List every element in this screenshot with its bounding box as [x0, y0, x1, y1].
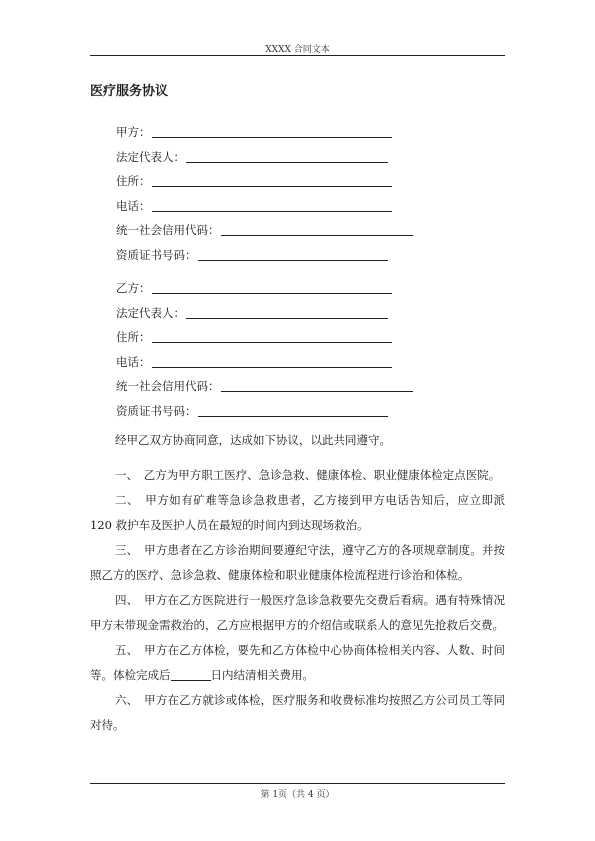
party-a-credit-code-row — [116, 221, 413, 246]
field-label: 电话： — [116, 354, 151, 369]
agreement-body — [90, 428, 505, 738]
field-label: 电话： — [116, 198, 151, 213]
clause-2: 二、 甲方如有矿难等急诊急救患者，乙方接到甲方电话告知后，应立即派120 救护车及医护人员在最短的时间内到达现场救治。 — [90, 493, 505, 532]
field-label: 法定代表人： — [116, 305, 185, 320]
field-label: 住所： — [116, 174, 151, 188]
party-a-license-row — [116, 246, 413, 271]
header-divider — [90, 55, 505, 56]
party-b-name-row — [116, 279, 413, 304]
fill-in-line[interactable] — [152, 123, 392, 138]
fill-in-line[interactable] — [152, 197, 392, 212]
party-a-fields — [116, 123, 413, 270]
fill-in-line[interactable] — [221, 377, 413, 392]
clause-3: 三、 甲方患者在乙方诊治期间要遵纪守法，遵守乙方的各项规章制度。并按照乙方的医疗、急诊急救、健康体检和职业健康体检流程进行诊治和体检。 — [90, 543, 505, 582]
fill-in-line[interactable] — [186, 148, 388, 163]
party-a-representative-row — [116, 148, 413, 173]
clause-5 — [90, 638, 505, 688]
days-blank[interactable] — [171, 668, 211, 681]
footer-divider — [90, 783, 505, 784]
field-label: 法定代表人： — [116, 149, 185, 164]
field-label: 统一社会信用代码： — [116, 379, 220, 393]
fill-in-line[interactable] — [152, 328, 392, 343]
party-b-phone-row — [116, 353, 413, 378]
field-label: 乙方： — [116, 281, 151, 295]
field-label: 住所： — [116, 330, 151, 344]
fill-in-line[interactable] — [152, 353, 392, 368]
clause-5-text-after: 日内结清相关费用。 — [210, 668, 314, 682]
fill-in-line[interactable] — [198, 402, 388, 417]
party-b-fields — [116, 279, 413, 426]
clause-5-text-before: 五、 甲方在乙方体检，要先和乙方体检中心协商体检相关内容、人数、时间等。体检完成后 — [90, 643, 505, 682]
party-b-representative-row — [116, 304, 413, 329]
header-text: XXXX 合同文本 — [265, 45, 330, 55]
fill-in-line[interactable] — [186, 304, 388, 319]
clause-4: 四、 甲方在乙方医院进行一般医疗急诊急救要先交费后看病。遇有特殊情况甲方未带现金需救治的，乙方应根据甲方的介绍信或联系人的意见先抢救后交费。 — [90, 593, 505, 632]
party-a-phone-row — [116, 197, 413, 222]
party-a-address-row — [116, 172, 413, 197]
party-b-license-row — [116, 402, 413, 427]
fill-in-line[interactable] — [152, 279, 392, 294]
field-label: 统一社会信用代码： — [116, 223, 220, 237]
fill-in-line[interactable] — [198, 246, 388, 261]
fill-in-line[interactable] — [221, 221, 413, 236]
field-label: 甲方： — [116, 125, 151, 139]
field-label: 资质证书号码： — [116, 247, 197, 262]
field-label: 资质证书号码： — [116, 403, 197, 418]
clause-1: 一、 乙方为甲方职工医疗、急诊急救、健康体检、职业健康体检定点医院。 — [115, 468, 501, 482]
clause-6: 六、 甲方在乙方就诊或体检，医疗服务和收费标准均按照乙方公司员工等同对待。 — [90, 693, 505, 732]
fill-in-line[interactable] — [152, 172, 392, 187]
party-b-credit-code-row — [116, 377, 413, 402]
page-number: 第 1页（共 4 页） — [260, 790, 335, 800]
party-b-address-row — [116, 328, 413, 353]
party-a-name-row — [116, 123, 413, 148]
document-title: 医疗服务协议 — [90, 84, 169, 99]
intro-paragraph: 经甲乙双方协商同意，达成如下协议，以此共同遵守。 — [115, 433, 391, 447]
